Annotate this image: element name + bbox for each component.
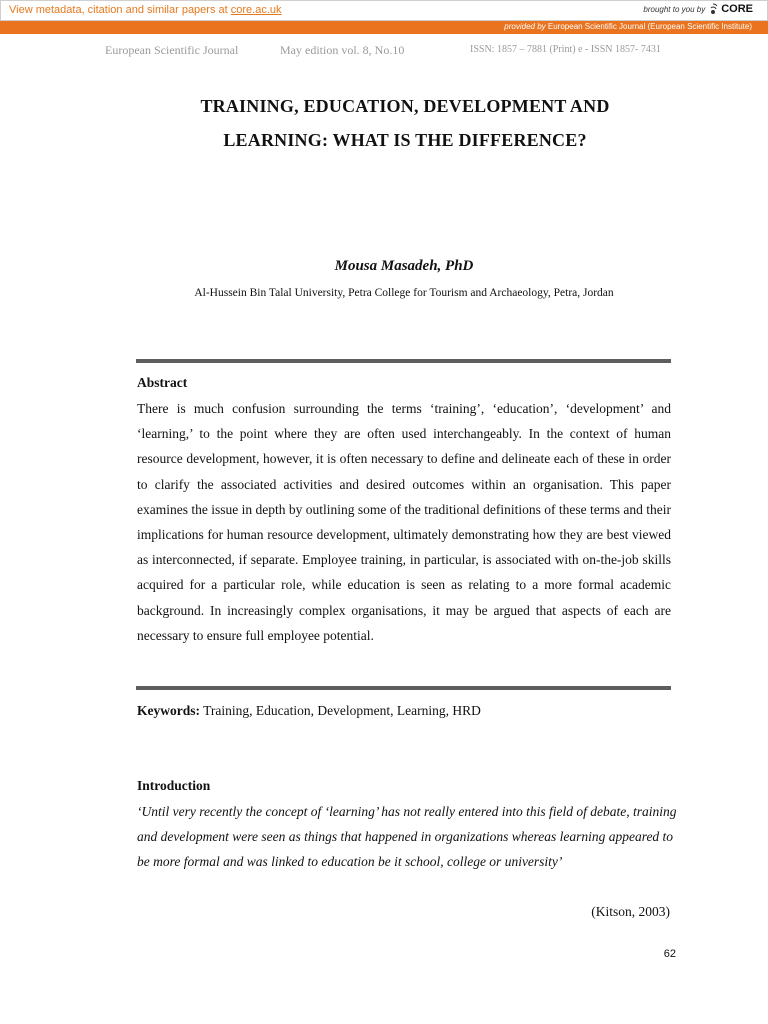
page-number: 62 [663,948,676,960]
introduction-quote: ‘Until very recently the concept of ‘learning’ has not really entered into this field of debate, training and development were seen as things that happened in organizations whereas learning appeared to be more formal and was linked to education be it school, college or university’ [137,804,677,870]
core-logo-text[interactable]: CORE [721,3,753,15]
provider-text [504,22,752,31]
core-metadata-prefix: View metadata, citation and similar papers at [9,4,228,16]
title-line-1: TRAINING, EDUCATION, DEVELOPMENT AND [200,96,610,116]
keywords [137,703,481,719]
author-affiliation: Al-Hussein Bin Talal University, Petra College for Tourism and Archaeology, Petra, Jordan [194,287,614,299]
author-name: Mousa Masadeh, PhD [334,258,474,274]
provider-name: European Scientific Journal (European Scientific Institute) [547,22,752,31]
paper-title [100,89,710,157]
divider-top [136,359,671,363]
abstract-heading: Abstract [137,375,188,390]
journal-issn: ISSN: 1857 – 7881 (Print) e - ISSN 1857- 7431 [470,44,661,55]
core-metadata-text [9,4,282,16]
provider-bar [0,21,768,34]
divider-bottom [136,686,671,690]
brought-by-text: brought to you by [643,4,706,14]
introduction-heading: Introduction [137,778,211,793]
keywords-list: Training, Education, Development, Learning, HRD [203,703,481,718]
journal-edition: May edition vol. 8, No.10 [280,43,405,57]
core-banner [0,0,768,21]
title-line-2: LEARNING: WHAT IS THE DIFFERENCE? [223,130,587,150]
core-link[interactable]: core.ac.uk [230,4,282,16]
core-logo-icon [708,3,718,15]
provided-by-label: provided by [504,22,546,31]
quote-citation: (Kitson, 2003) [591,904,670,919]
abstract-text: There is much confusion surrounding the terms ‘training’, ‘education’, ‘development’ and ‘learning,’ to the point where they are often used interchangeably. In the context of human resource development, however, it is often necessary to define and delineate each of these in order to clarify the associated activities and desired outcomes within an organisation. This paper examines the issue in depth by outlining some of the traditional definitions of these terms and their implications for human resource development, ultimately demonstrating how they are best viewed as interconnected, if separate. Employee training, in particular, is associated with on-the-job skills acquired for a particular role, while education is seen as relating to a more formal academic background. In increasingly complex organisations, it may be argued that aspects of each are necessary to ensure full employee potential. [137,401,671,643]
journal-name: European Scientific Journal [105,43,239,57]
core-branding [643,3,753,15]
keywords-label: Keywords: [137,703,200,718]
